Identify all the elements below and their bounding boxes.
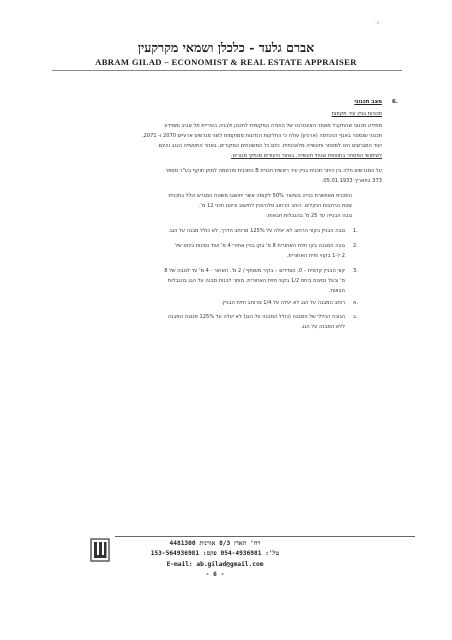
intro-line: ממידע תכנוני שהתקבל מאתר האינטרנט של הועדה המקומית לתכנון ולבניה בעיריית תל אביב וממידע (164, 123, 382, 129)
footer-email[interactable]: E-mail: ab.gilad@gmail.com (166, 561, 264, 568)
company-logo-icon (90, 538, 110, 562)
section-number: 6. (392, 99, 398, 105)
list-item-number: 1. (353, 228, 358, 234)
list-item-text: גובה הבניין בקווי הרחוב לא יעלה על 125% מרוחב הדרך, לא כולל מבנה על הגג. (168, 228, 345, 234)
sub-item-text: הגובה הכללי של המבנה (כולל המבנה על הגג) לא יעלה על 125% מגובה המבנה (167, 314, 345, 320)
list-item-text: גובה המבנה בקו חזית האחורית 8 מ' בקו בניין אחורי 4 מ' ועוד נסיגות ביחס של (175, 243, 345, 249)
intro-line: יעוד המגרשים הינו למסחר ותעשייה מלאכותית. כיום כל המשטחים המקורים, באזור התעשייה הנגב והינם (158, 143, 382, 149)
plan-line: על המגרשים חלה בין היתר תכנית בניין עיר ראשית תכנית B התכנית פורסמה למתן תוקף בע"ר מספר (165, 168, 382, 174)
page-number: - 6 - (205, 571, 225, 578)
list-item-text: 2 ל-1 בקווי חזית האחורית. (286, 253, 345, 259)
list-item-number: 3. (353, 268, 358, 274)
letterhead-hebrew-name: אברם גלעד - כלכלן ושמאי מקרקעין (137, 40, 315, 55)
plan-line: 373 בתאריך 05.01.1933. (321, 178, 382, 184)
sub-item-text: ללא המבנה על הגג. (300, 324, 345, 330)
sub-item-text: רוחב המבנה על הגג לא יעלה על 1/4 מרוחב חזית הבניין. (221, 300, 345, 306)
plan-detail-line: גובה הבנייה עד 25 מ' בהגבלות חבאות. (266, 213, 352, 219)
list-item-text: חבאות. (328, 288, 345, 294)
letterhead-english-name: ABRAM GILAD – ECONOMIST & REAL ESTATE APPRAISER (95, 57, 357, 67)
intro-line: תכנוני שנמסר באגף ההנדסה (ארכיון) עולה כי החלקות הנדונות ממוקמות לשני מגרשים ארעיים 2070 ו- 2071, (141, 133, 382, 139)
list-item-number: 2. (353, 243, 358, 249)
sub-item-letter: ב. (353, 314, 358, 320)
section-subtitle: תכניות בניין עיר תקפות (331, 111, 382, 117)
plan-detail-line: שטח הרחבות הנקלים. רוחב הרחוב פלורנטין לחישוב וכיוונו חיוני 12 מ'. (198, 203, 352, 209)
list-item-text: קווי הבניין קדמית – 0, הצדדים – בקיר משותף / 2 מ'. האחור - 4 מ' עד לגובה של 8 (164, 268, 345, 274)
corner-mark: - 2 - (374, 20, 382, 25)
sub-item-letter: א. (353, 300, 359, 306)
letterhead-divider (52, 70, 402, 71)
list-item-text: מ' ובעל נסיגות ביחס 1/2 בקווי חזית האחורית. מותר לבנות מבנה על הגג בהגבלות (167, 278, 345, 284)
plan-detail-line: התכנית מאפשרת בנייה בשיעור 50% לקומה אשר יחושבו משטח המגרש כולל בתכנית (168, 193, 352, 199)
footer-divider (115, 536, 415, 537)
footer-phones: טל': 054-4936981 פקס: 153-564936981 (150, 550, 280, 557)
intro-line: לשימושי המסחר בתוספת שטחי תעשייה. באזור היעודים מנתקי מגורים. (230, 153, 382, 159)
section-title: מצב תכנוני (354, 99, 382, 105)
footer-address: רח' הארז 8/3 אורנית 4481300 (169, 540, 261, 547)
